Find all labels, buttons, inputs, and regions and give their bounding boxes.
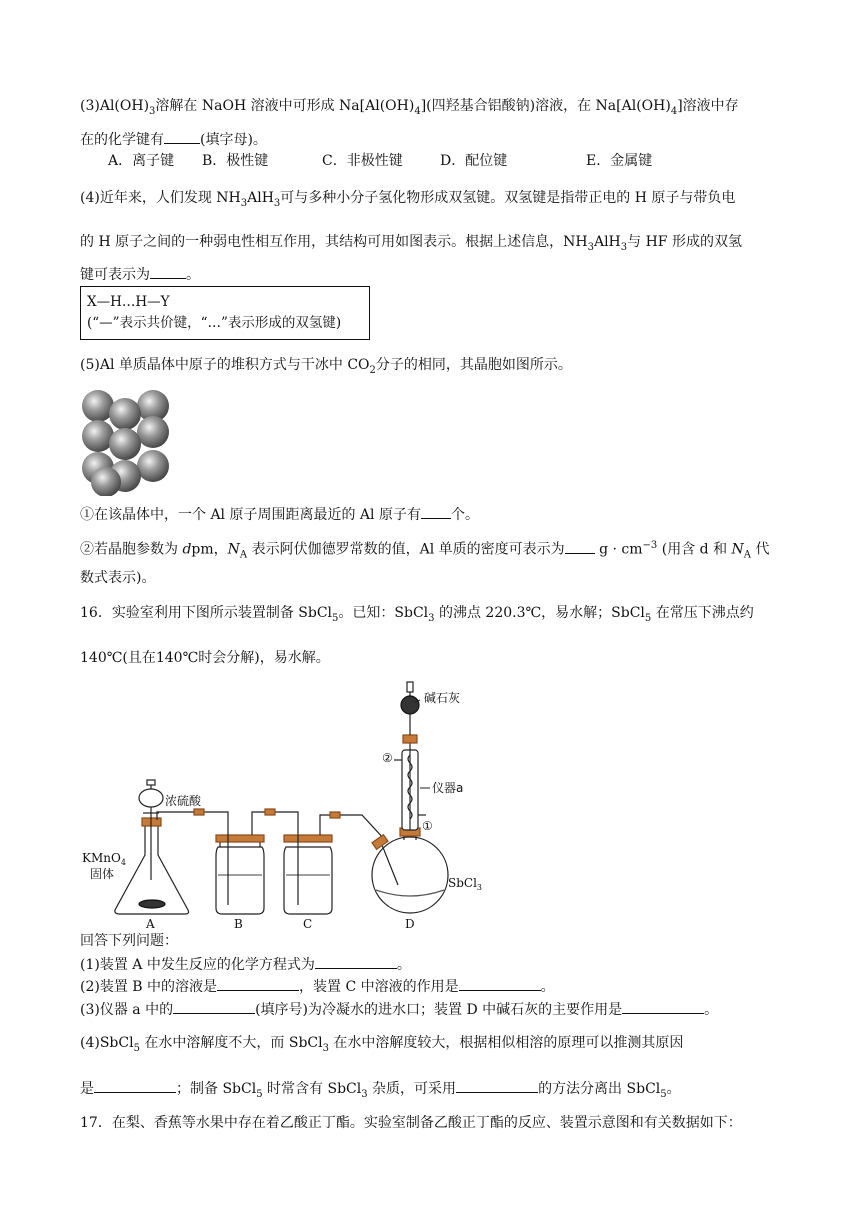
label-solid: 固体 [90, 867, 115, 881]
q16-part2: (2)装置 B 中的溶液是 ，装置 C 中溶液的作用是 。 [80, 975, 555, 997]
label-d: D [405, 917, 415, 930]
answer-blank[interactable] [217, 975, 299, 991]
q15-3-line2: 在的化学键有 (填字母)。 [80, 128, 267, 150]
answer-blank[interactable] [456, 1077, 538, 1093]
atom-spheres [82, 390, 169, 496]
q15-3-line1: $(3)Al(OH)_3$溶解在 NaOH 溶液中可形成 $Na[Al(OH)_4]$(四羟基合铝酸钠)溶液，在 $Na[Al(OH)_4]$溶液中存 [80, 98, 739, 117]
choice-d: D．配位键 [440, 153, 508, 169]
q16-intro: 16．实验室利用下图所示装置制备 SbCl$_5$。已知：SbCl$_3$ 的沸点 220.3℃，易水解；SbCl$_5$ 在常压下沸点约 [80, 605, 754, 624]
label-inlet-2: ② [382, 751, 393, 765]
label-a: A [146, 917, 155, 930]
box-note: (“—”表示共价键，“…”表示形成的双氢键) [87, 315, 342, 331]
q15-5-sub2-cont: 数式表示)。 [80, 570, 156, 586]
q16-part4: (4)SbCl$_5$ 在水中溶解度不大，而 SbCl$_3$ 在水中溶解度较大，根据相似相溶的原理可以推测其原因 [80, 1035, 684, 1054]
answer-blank[interactable] [164, 128, 200, 144]
label-instrument-a: 仪器a [432, 781, 464, 795]
answer-blank[interactable] [315, 953, 397, 969]
label-conc-acid: 浓硫酸 [165, 794, 202, 808]
box-formula: X—H…H—Y [87, 294, 170, 310]
choice-c: C．非极性键 [322, 153, 403, 169]
answer-blank[interactable] [622, 998, 704, 1014]
answer-blank[interactable] [173, 998, 255, 1014]
q16-part1: (1)装置 A 中发生反应的化学方程式为 。 [80, 953, 411, 975]
q15-5-line1: (5)Al 单质晶体中原子的堆积方式与干冰中 $CO_2$分子的相同，其晶胞如图所示。 [80, 357, 572, 376]
q15-4-line1: (4)近年来，人们发现 $NH_3AlH_3$可与多种小分子氢化物形成双氢键。双氢键是指带正电的 H 原子与带负电 [80, 190, 736, 209]
label-sbcl3: SbCl$_3$ [448, 876, 483, 892]
q16-intro-2: 140℃(且在140℃时会分解)，易水解。 [80, 650, 330, 666]
choice-e: E．金属键 [586, 153, 653, 169]
crystal-cell-figure [80, 386, 180, 496]
choice-b: B．极性键 [202, 153, 269, 169]
q16-answer-intro: 回答下列问题： [80, 933, 178, 949]
answer-blank[interactable] [421, 503, 451, 519]
double-hydrogen-bond-box [80, 286, 370, 340]
label-soda-lime: 碱石灰 [424, 691, 461, 705]
answer-blank[interactable] [150, 263, 186, 279]
answer-blank[interactable] [94, 1077, 176, 1093]
label-b: B [234, 917, 243, 930]
answer-blank[interactable] [565, 538, 595, 554]
q15-4-line3: 键可表示为 。 [80, 263, 200, 285]
q16-part4-line2: 是 ；制备 SbCl$_5$ 时常含有 SbCl$_3$ 杂质，可采用 的方法分离出 SbCl$_5$。 [80, 1077, 681, 1105]
q15-3-choices [108, 151, 652, 171]
q15-5-sub2: ②若晶胞参数为 dpm，$N_A$ 表示阿伏伽德罗常数的值，Al 单质的密度可表示为 $g \cdot cm^{-3}$ (用含 d 和 $N_A$ 代 [80, 536, 769, 565]
q15-5-sub1: ①在该晶体中，一个 Al 原子周围距离最近的 Al 原子有 个。 [80, 503, 479, 525]
q17-intro: 17．在梨、香蕉等水果中存在着乙酸正丁酯。实验室制备乙酸正丁酯的反应、装置示意图和有关数据如下： [80, 1115, 742, 1131]
apparatus-figure [80, 680, 500, 930]
apparatus-c-bottle [284, 812, 385, 914]
label-inlet-1: ① [422, 819, 433, 833]
label-c: C [303, 917, 313, 930]
choice-a: A．离子键 [108, 153, 175, 169]
label-kmno4: KMnO$_4$ [82, 851, 126, 867]
apparatus-d-flask [372, 682, 448, 913]
answer-blank[interactable] [459, 975, 541, 991]
q16-part3: (3)仪器 a 中的 (填序号)为冷凝水的进水口；装置 D 中碱石灰的主要作用是 。 [80, 998, 718, 1020]
q15-4-line2: 的 H 原子之间的一种弱电性相互作用，其结构可用如图表示。根据上述信息，$NH_3AlH_3$与 HF 形成的双氢 [80, 234, 742, 253]
